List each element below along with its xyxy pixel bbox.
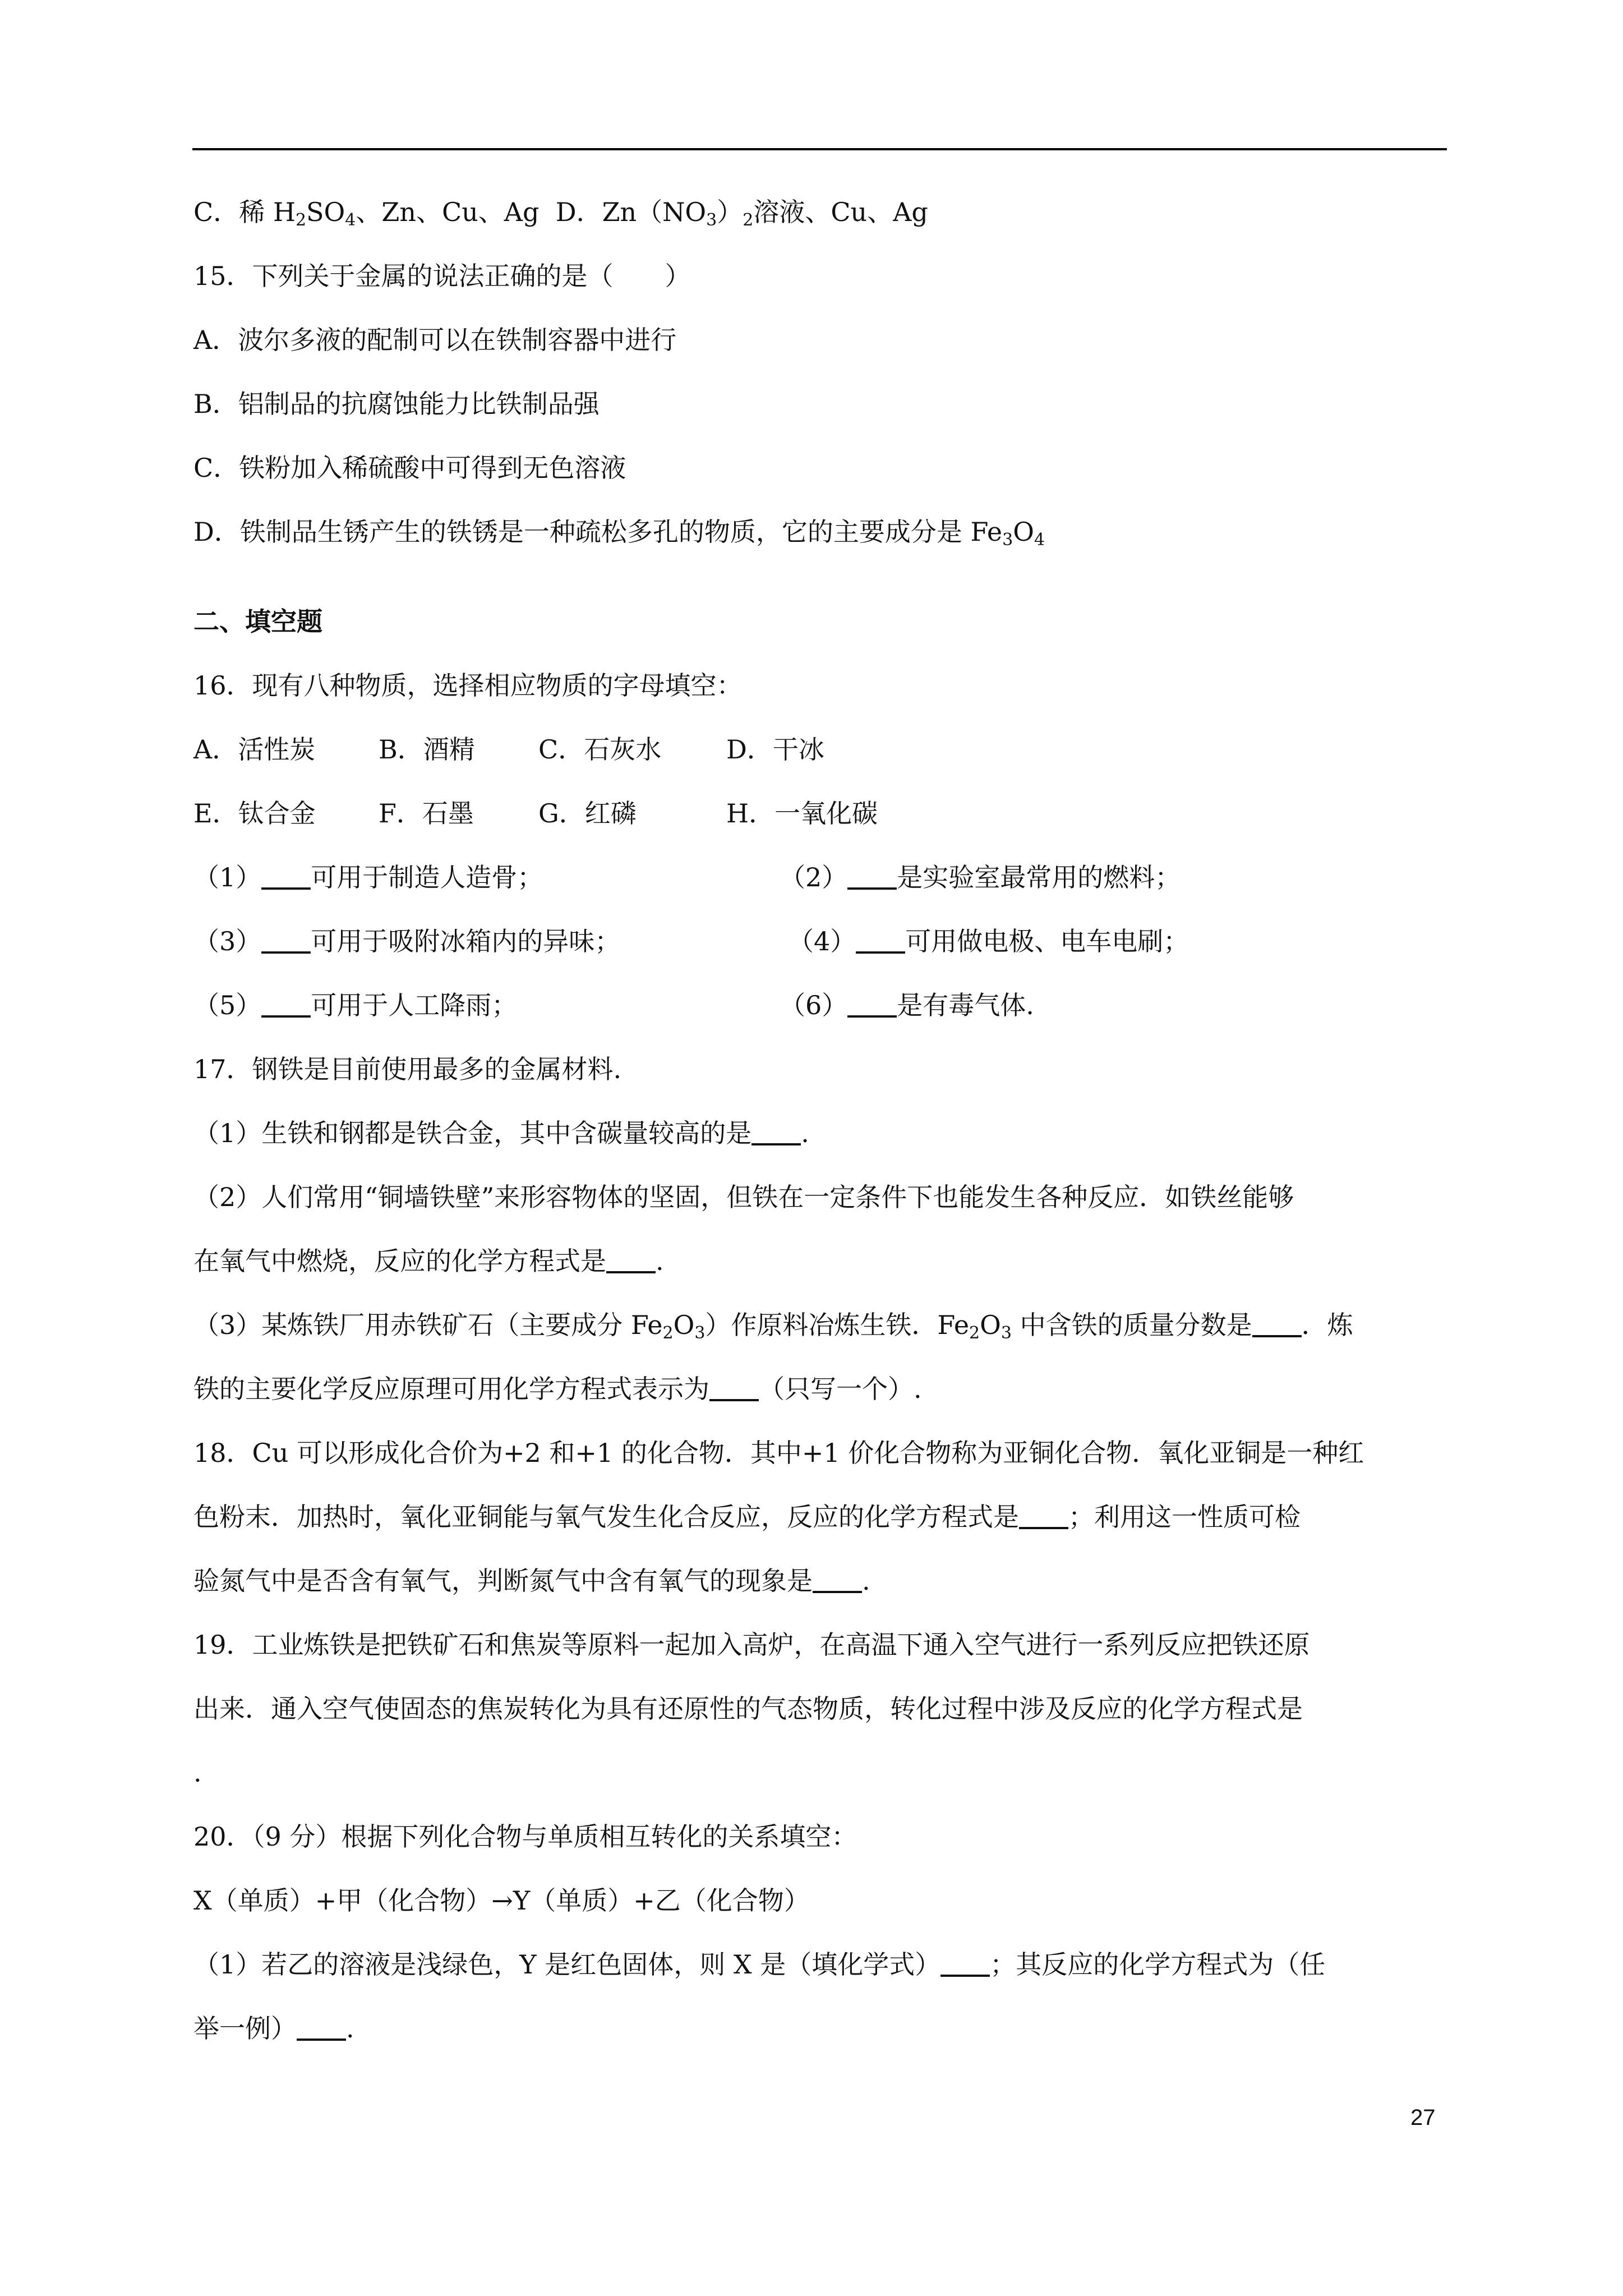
- q16-choice-h: H．一氧化碳: [726, 798, 878, 829]
- q15-option-a: A．波尔多液的配制可以在铁制容器中进行: [193, 325, 677, 355]
- q19: 19．工业炼铁是把铁矿石和焦炭等原料一起加入高炉，在高温下通入空气进行一系列反应把铁还原 出来．通入空气使固态的焦炭转化为具有还原性的气态物质，转化过程中涉及反应的化学方程式是 .: [193, 1630, 1310, 1788]
- q17-part-3: （3）某炼铁厂用赤铁矿石（主要成分 $Fe_2O_3$）作原料冶炼生铁．$Fe_2O_3$ 中含铁的质量分数是 ．炼 铁的主要化学反应原理可用化学方程式表示为 （只写一个）.: [193, 1310, 1353, 1404]
- q16-blanks-row-1: [193, 862, 1450, 893]
- answer-blank[interactable]: [1252, 1309, 1302, 1337]
- q16-blanks-row-2: [193, 926, 1450, 957]
- answer-blank[interactable]: [813, 1565, 862, 1593]
- q16-blank-4: （4） 可用做电极、电车电刷；: [788, 926, 1189, 956]
- q16-choice-d: D．干冰: [726, 734, 824, 765]
- q16-stem: 16．现有八种物质，选择相应物质的字母填空：: [193, 670, 743, 701]
- answer-blank[interactable]: [847, 990, 897, 1018]
- q17-part-1: （1）生铁和钢都是铁合金，其中含碳量较高的是 .: [193, 1118, 809, 1148]
- q16-choice-f: F．石墨: [379, 798, 474, 829]
- answer-blank[interactable]: [847, 862, 897, 890]
- q17-part-2: （2）人们常用“铜墙铁壁”来形容物体的坚固，但铁在一定条件下也能发生各种反应．如铁丝能够 在氧气中燃烧，反应的化学方程式是 .: [193, 1182, 1294, 1276]
- q16-choice-c: C．石灰水: [538, 734, 662, 765]
- answer-blank[interactable]: [261, 862, 311, 890]
- answer-blank[interactable]: [751, 1117, 801, 1145]
- answer-blank[interactable]: [261, 926, 311, 954]
- q18: 18．Cu 可以形成化合价为+2 和+1 的化合物．其中+1 价化合物称为亚铜化合物．氧化亚铜是一种红 色粉末．加热时，氧化亚铜能与氧气发生化合反应，反应的化学方程式是 ；利用这一性质可检 验氮气中是否含有氧气，判断氮气中含有氧气的现象是 .: [193, 1438, 1364, 1596]
- q16-blank-6: （6） 是有毒气体.: [780, 990, 1034, 1020]
- answer-blank[interactable]: [856, 926, 905, 954]
- header-rule: [192, 148, 1447, 150]
- q15-option-c: C．铁粉加入稀硫酸中可得到无色溶液: [193, 453, 626, 483]
- q20-equation: X（单质）+甲（化合物）→Y（单质）+乙（化合物）: [193, 1885, 810, 1916]
- q15-option-d: D．铁制品生锈产生的铁锈是一种疏松多孔的物质，它的主要成分是 $Fe_3O_4$: [193, 517, 1045, 550]
- q16-choice-a: A．活性炭: [193, 734, 316, 765]
- q15-stem: 15．下列关于金属的说法正确的是（ ）: [193, 261, 691, 291]
- q20-part-1: （1）若乙的溶液是浅绿色，Y 是红色固体，则 X 是（填化学式） ；其反应的化学方程式为（任 举一例） .: [193, 1949, 1326, 2044]
- q17-stem: 17．钢铁是目前使用最多的金属材料.: [193, 1054, 622, 1084]
- page-content: [193, 196, 1450, 2077]
- q16-blank-3: （3） 可用于吸附冰箱内的异味；: [193, 926, 621, 956]
- q14-option-d: D．$Zn(NO_3)_2$溶液、Cu、Ag: [555, 197, 928, 230]
- answer-blank[interactable]: [297, 2013, 346, 2041]
- q14-options-cd: [193, 196, 1450, 228]
- section-title: 二、填空题: [193, 606, 322, 637]
- q16-choice-e: E．钛合金: [193, 798, 316, 829]
- q16-choices-row-2: [193, 798, 1450, 829]
- answer-blank[interactable]: [709, 1373, 759, 1401]
- q16-blanks-row-3: [193, 990, 1450, 1021]
- q16-choice-b: B．酒精: [379, 734, 475, 765]
- page-number: 27: [1410, 2105, 1436, 2130]
- q16-blank-2: （2） 是实验室最常用的燃料；: [780, 862, 1181, 892]
- q14-option-c: C．稀 $H_2SO_4$、Zn、Cu、Ag: [193, 197, 540, 230]
- q16-choice-g: G．红磷: [538, 798, 637, 829]
- q16-blank-1: （1） 可用于制造人造骨；: [193, 862, 543, 892]
- q15-option-b: B．铝制品的抗腐蚀能力比铁制品强: [193, 389, 600, 419]
- answer-blank[interactable]: [261, 990, 311, 1018]
- q16-choices-row-1: [193, 734, 1450, 765]
- q20-stem: 20．（9 分）根据下列化合物与单质相互转化的关系填空：: [193, 1821, 857, 1852]
- answer-blank[interactable]: [940, 1949, 990, 1977]
- q16-blank-5: （5） 可用于人工降雨；: [193, 990, 518, 1020]
- answer-blank[interactable]: [1019, 1501, 1068, 1529]
- answer-blank[interactable]: [606, 1245, 656, 1273]
